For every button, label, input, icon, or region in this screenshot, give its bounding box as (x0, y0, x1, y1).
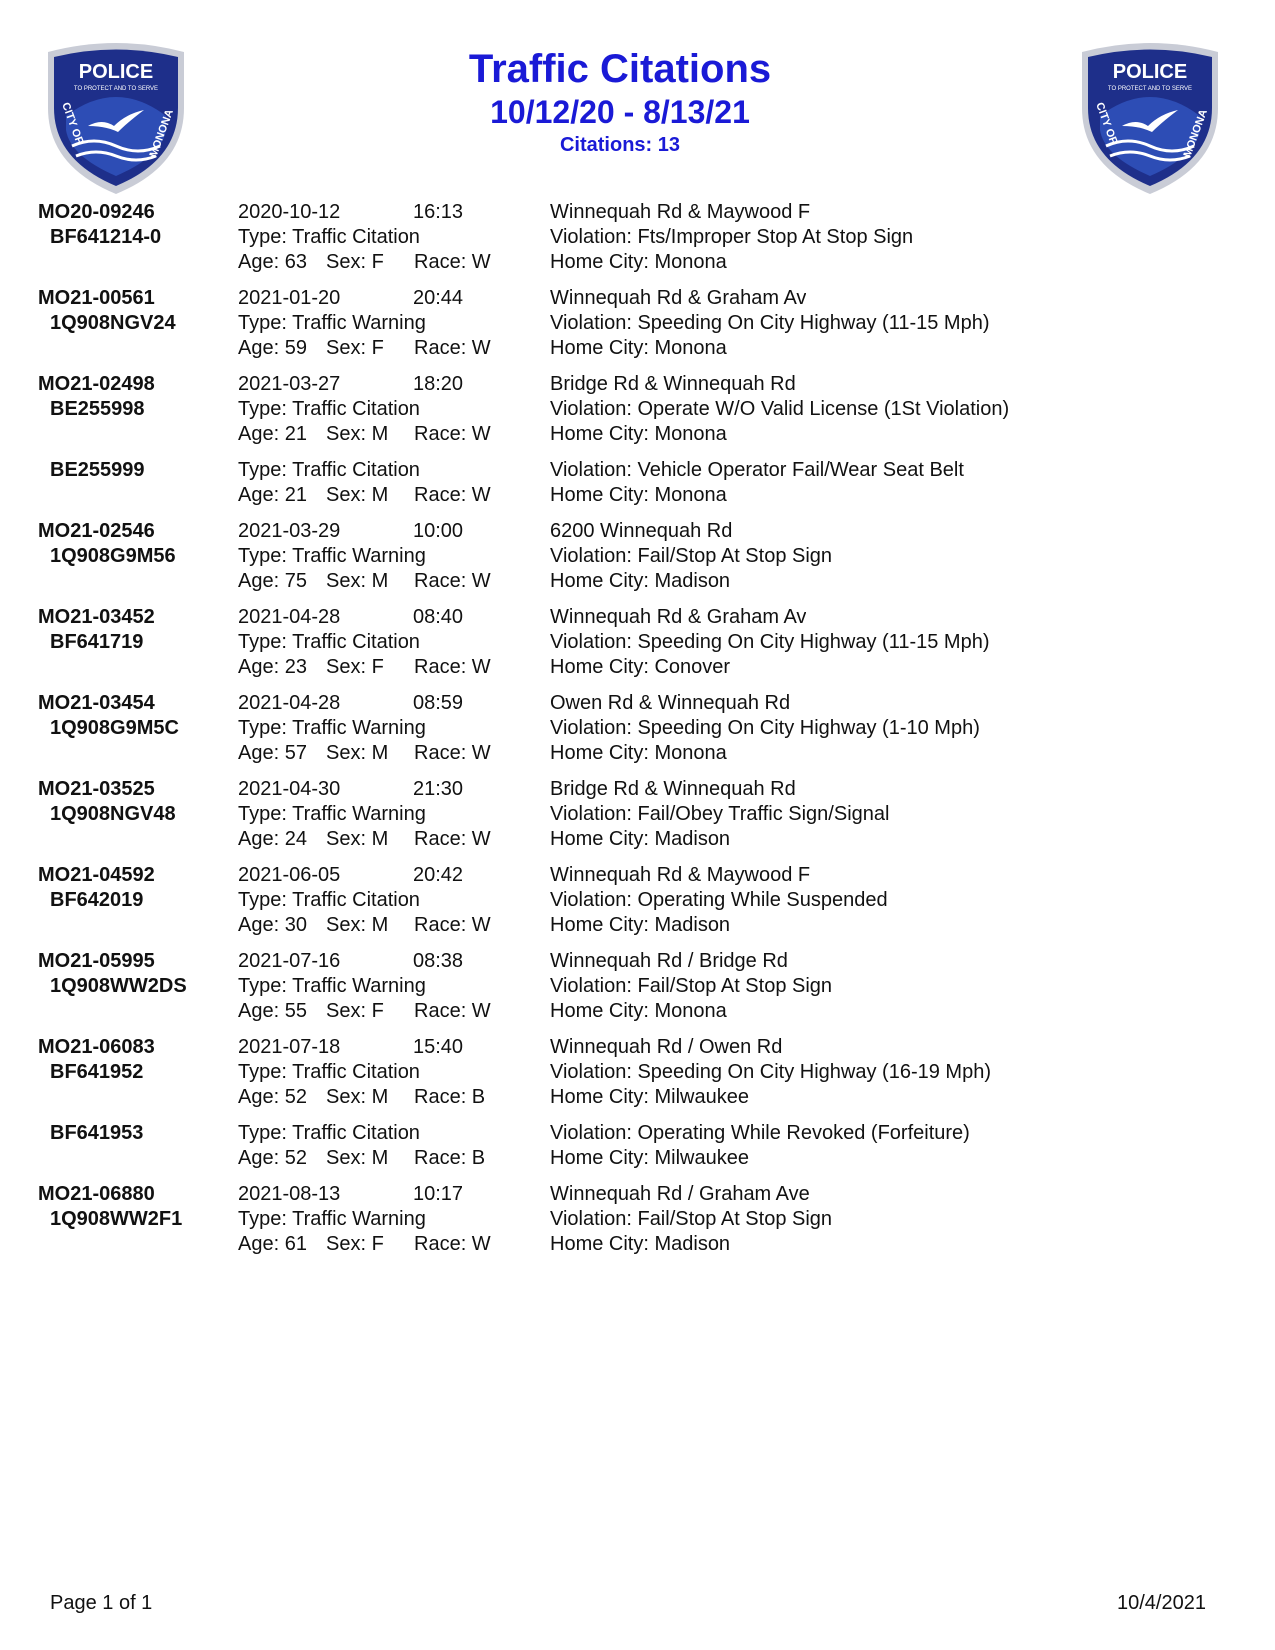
violation-description: Violation: Operate W/O Valid License (1St Violation) (550, 398, 1010, 420)
incident-date: 2021-07-18 (238, 1036, 341, 1058)
home-city: Home City: Monona (550, 742, 727, 764)
driver-race: Race: W (414, 656, 491, 678)
driver-age: Age: 30 (238, 914, 307, 936)
record-details (238, 286, 538, 361)
citation-record (0, 691, 1275, 766)
record-violation-info (550, 1121, 1270, 1171)
incident-date: 2021-04-28 (238, 692, 341, 714)
incident-date: 2021-01-20 (238, 287, 341, 309)
record-details (238, 691, 538, 766)
case-number: MO21-03454 (38, 692, 155, 714)
report-title: Traffic Citations (468, 47, 772, 91)
citation-number: 1Q908WW2DS (50, 975, 187, 997)
badge-city-of-text: CITY OF (59, 100, 86, 146)
driver-age: Age: 52 (238, 1147, 307, 1169)
driver-sex: Sex: M (326, 423, 389, 445)
incident-location: Winnequah Rd / Graham Ave (550, 1183, 810, 1205)
incident-time: 10:00 (413, 520, 464, 542)
badge-city-of-text: CITY OF (1093, 100, 1120, 146)
citation-record (0, 1182, 1275, 1257)
incident-time: 08:59 (413, 692, 464, 714)
demographics-line (238, 741, 538, 766)
driver-age: Age: 23 (238, 656, 307, 678)
driver-age: Age: 24 (238, 828, 307, 850)
citation-type: Type: Traffic Citation (238, 226, 420, 248)
record-violation-info (550, 863, 1270, 938)
record-violation-info (550, 1182, 1270, 1257)
driver-sex: Sex: F (326, 1233, 384, 1255)
incident-location: Winnequah Rd / Bridge Rd (550, 950, 788, 972)
date-time-line (238, 1035, 538, 1060)
driver-sex: Sex: M (326, 1147, 389, 1169)
citation-type: Type: Traffic Citation (238, 1122, 420, 1144)
incident-location: Winnequah Rd & Graham Av (550, 287, 807, 309)
home-city: Home City: Madison (550, 828, 731, 850)
date-range: 10/12/20 - 8/13/21 (490, 94, 750, 130)
citation-record (0, 1035, 1275, 1110)
driver-age: Age: 55 (238, 1000, 307, 1022)
record-ids (38, 1121, 228, 1146)
violation-description: Violation: Fail/Stop At Stop Sign (550, 975, 833, 997)
driver-sex: Sex: F (326, 251, 384, 273)
driver-race: Race: W (414, 337, 491, 359)
incident-date: 2021-03-29 (238, 520, 341, 542)
badge-police-text: POLICE (1112, 61, 1188, 83)
location-line (550, 286, 1270, 311)
badge-police-text: POLICE (78, 61, 154, 83)
violation-description: Violation: Operating While Revoked (Forfeiture) (550, 1122, 970, 1144)
record-ids (38, 372, 228, 422)
violation-description: Violation: Fail/Stop At Stop Sign (550, 545, 833, 567)
incident-location: Bridge Rd & Winnequah Rd (550, 373, 796, 395)
badge-monona-text: MONONA (1181, 107, 1210, 160)
driver-race: Race: W (414, 1233, 491, 1255)
demographics-line (238, 655, 538, 680)
demographics-line (238, 827, 538, 852)
violation-description: Violation: Speeding On City Highway (16-19 Mph) (550, 1061, 991, 1083)
home-city: Home City: Milwaukee (550, 1086, 749, 1108)
page-number: Page 1 of 1 (50, 1592, 153, 1614)
driver-sex: Sex: M (326, 570, 389, 592)
incident-date: 2021-07-16 (238, 950, 341, 972)
violation-description: Violation: Fail/Obey Traffic Sign/Signal (550, 803, 890, 825)
incident-time: 08:40 (413, 606, 464, 628)
incident-time: 20:44 (413, 287, 464, 309)
citation-record (0, 777, 1275, 852)
record-ids (38, 519, 228, 569)
record-details (238, 777, 538, 852)
driver-race: Race: W (414, 828, 491, 850)
record-violation-info (550, 777, 1270, 852)
citation-number: 1Q908G9M56 (50, 545, 176, 567)
citation-type: Type: Traffic Citation (238, 889, 420, 911)
location-line (550, 605, 1270, 630)
driver-age: Age: 59 (238, 337, 307, 359)
citation-number: BF641952 (50, 1061, 144, 1083)
incident-date: 2021-04-28 (238, 606, 341, 628)
record-details (238, 863, 538, 938)
citation-type: Type: Traffic Citation (238, 398, 420, 420)
citation-type: Type: Traffic Warning (238, 312, 426, 334)
citation-record (0, 605, 1275, 680)
driver-sex: Sex: M (326, 742, 389, 764)
record-violation-info (550, 519, 1270, 594)
record-details (238, 200, 538, 275)
location-line (550, 777, 1270, 802)
badge-motto-text: TO PROTECT AND TO SERVE (1107, 86, 1193, 92)
location-line (550, 949, 1270, 974)
incident-time: 15:40 (413, 1036, 464, 1058)
demographics-line (238, 422, 538, 447)
demographics-line (238, 336, 538, 361)
citation-type: Type: Traffic Warning (238, 803, 426, 825)
incident-date: 2021-03-27 (238, 373, 341, 395)
location-line (550, 519, 1270, 544)
case-number: MO21-05995 (38, 950, 155, 972)
case-number: MO21-03452 (38, 606, 155, 628)
report-date: 10/4/2021 (1117, 1592, 1206, 1614)
date-time-line (238, 691, 538, 716)
date-time-line (238, 200, 538, 225)
driver-race: Race: W (414, 914, 491, 936)
citation-record (0, 949, 1275, 1024)
driver-race: Race: W (414, 484, 491, 506)
location-line (550, 1035, 1270, 1060)
citation-type: Type: Traffic Citation (238, 1061, 420, 1083)
date-time-line (238, 1182, 538, 1207)
driver-age: Age: 52 (238, 1086, 307, 1108)
home-city: Home City: Monona (550, 484, 727, 506)
record-ids (38, 691, 228, 741)
incident-time: 10:17 (413, 1183, 464, 1205)
citation-type: Type: Traffic Citation (238, 459, 420, 481)
incident-time: 16:13 (413, 201, 464, 223)
demographics-line (238, 1085, 538, 1110)
home-city: Home City: Monona (550, 251, 727, 273)
citation-type: Type: Traffic Warning (238, 545, 426, 567)
record-ids (38, 1035, 228, 1085)
driver-sex: Sex: F (326, 1000, 384, 1022)
driver-age: Age: 21 (238, 484, 307, 506)
citation-number: 1Q908WW2F1 (50, 1208, 183, 1230)
location-line (550, 863, 1270, 888)
record-details (238, 458, 538, 508)
citation-record (0, 372, 1275, 447)
incident-location: Winnequah Rd & Graham Av (550, 606, 807, 628)
home-city: Home City: Monona (550, 423, 727, 445)
incident-location: Winnequah Rd / Owen Rd (550, 1036, 783, 1058)
record-ids (38, 286, 228, 336)
police-badge-logo-left (36, 38, 196, 198)
violation-description: Violation: Vehicle Operator Fail/Wear Seat Belt (550, 459, 964, 481)
home-city: Home City: Madison (550, 570, 731, 592)
driver-race: Race: B (414, 1086, 486, 1108)
citation-number: 1Q908NGV24 (50, 312, 176, 334)
incident-date: 2021-04-30 (238, 778, 341, 800)
violation-description: Violation: Speeding On City Highway (11-15 Mph) (550, 312, 990, 334)
incident-date: 2021-06-05 (238, 864, 341, 886)
home-city: Home City: Madison (550, 1233, 731, 1255)
case-number: MO21-06083 (38, 1036, 155, 1058)
citation-record (0, 519, 1275, 594)
home-city: Home City: Monona (550, 1000, 727, 1022)
date-time-line (238, 286, 538, 311)
driver-sex: Sex: M (326, 484, 389, 506)
citation-number: BF641953 (50, 1122, 144, 1144)
record-details (238, 605, 538, 680)
driver-age: Age: 75 (238, 570, 307, 592)
demographics-line (238, 483, 538, 508)
record-violation-info (550, 458, 1270, 508)
record-violation-info (550, 200, 1270, 275)
violation-description: Violation: Speeding On City Highway (1-10 Mph) (550, 717, 980, 739)
police-badge-logo-right (1070, 38, 1230, 198)
citation-record (0, 286, 1275, 361)
driver-race: Race: W (414, 1000, 491, 1022)
incident-location: Winnequah Rd & Maywood F (550, 864, 811, 886)
violation-description: Violation: Fts/Improper Stop At Stop Sign (550, 226, 914, 248)
home-city: Home City: Milwaukee (550, 1147, 749, 1169)
record-details (238, 519, 538, 594)
case-number: MO21-03525 (38, 778, 155, 800)
record-violation-info (550, 372, 1270, 447)
record-ids (38, 777, 228, 827)
incident-location: Winnequah Rd & Maywood F (550, 201, 811, 223)
demographics-line (238, 999, 538, 1024)
demographics-line (238, 1146, 538, 1171)
record-details (238, 372, 538, 447)
citation-record (0, 1121, 1275, 1171)
citation-number: 1Q908G9M5C (50, 717, 179, 739)
incident-location: Owen Rd & Winnequah Rd (550, 692, 791, 714)
record-ids (38, 458, 228, 483)
location-line (550, 1182, 1270, 1207)
location-line (550, 200, 1270, 225)
case-number: MO21-02498 (38, 373, 155, 395)
driver-race: Race: B (414, 1147, 486, 1169)
citation-record (0, 458, 1275, 508)
case-number: MO21-00561 (38, 287, 155, 309)
citation-number: BE255998 (50, 398, 145, 420)
date-time-line (238, 863, 538, 888)
location-line (550, 691, 1270, 716)
home-city: Home City: Madison (550, 914, 731, 936)
citation-number: BF641719 (50, 631, 144, 653)
record-details (238, 1121, 538, 1171)
demographics-line (238, 1232, 538, 1257)
driver-sex: Sex: M (326, 914, 389, 936)
incident-time: 20:42 (413, 864, 464, 886)
driver-race: Race: W (414, 251, 491, 273)
driver-age: Age: 21 (238, 423, 307, 445)
driver-sex: Sex: F (326, 337, 384, 359)
record-ids (38, 949, 228, 999)
citation-record (0, 200, 1275, 275)
citation-number: BE255999 (50, 459, 145, 481)
report-header (380, 46, 860, 158)
record-details (238, 1035, 538, 1110)
driver-age: Age: 63 (238, 251, 307, 273)
citation-number: BF641214-0 (50, 226, 162, 248)
record-violation-info (550, 286, 1270, 361)
record-violation-info (550, 691, 1270, 766)
date-time-line (238, 519, 538, 544)
badge-monona-text: MONONA (147, 107, 176, 160)
record-ids (38, 605, 228, 655)
incident-time: 08:38 (413, 950, 464, 972)
date-time-line (238, 949, 538, 974)
driver-sex: Sex: M (326, 1086, 389, 1108)
citation-type: Type: Traffic Warning (238, 975, 426, 997)
badge-motto-text: TO PROTECT AND TO SERVE (73, 86, 159, 92)
citation-records-list (0, 200, 1275, 1268)
case-number: MO21-06880 (38, 1183, 155, 1205)
record-violation-info (550, 1035, 1270, 1110)
record-ids (38, 863, 228, 913)
citation-type: Type: Traffic Citation (238, 631, 420, 653)
incident-location: Bridge Rd & Winnequah Rd (550, 778, 796, 800)
citation-number: BF642019 (50, 889, 144, 911)
record-violation-info (550, 949, 1270, 1024)
driver-age: Age: 61 (238, 1233, 307, 1255)
demographics-line (238, 569, 538, 594)
date-time-line (238, 372, 538, 397)
demographics-line (238, 250, 538, 275)
incident-date: 2021-08-13 (238, 1183, 341, 1205)
date-time-line (238, 777, 538, 802)
citation-type: Type: Traffic Warning (238, 717, 426, 739)
incident-date: 2020-10-12 (238, 201, 341, 223)
incident-location: 6200 Winnequah Rd (550, 520, 733, 542)
violation-description: Violation: Fail/Stop At Stop Sign (550, 1208, 833, 1230)
citation-record (0, 863, 1275, 938)
case-number: MO20-09246 (38, 201, 155, 223)
case-number: MO21-04592 (38, 864, 155, 886)
home-city: Home City: Conover (550, 656, 731, 678)
record-ids (38, 200, 228, 250)
citation-count: Citations: 13 (559, 134, 681, 156)
driver-race: Race: W (414, 570, 491, 592)
record-details (238, 949, 538, 1024)
record-details (238, 1182, 538, 1257)
location-line (550, 372, 1270, 397)
driver-age: Age: 57 (238, 742, 307, 764)
driver-race: Race: W (414, 742, 491, 764)
date-time-line (238, 605, 538, 630)
citation-number: 1Q908NGV48 (50, 803, 176, 825)
violation-description: Violation: Speeding On City Highway (11-15 Mph) (550, 631, 990, 653)
driver-race: Race: W (414, 423, 491, 445)
driver-sex: Sex: F (326, 656, 384, 678)
driver-sex: Sex: M (326, 828, 389, 850)
citation-type: Type: Traffic Warning (238, 1208, 426, 1230)
record-violation-info (550, 605, 1270, 680)
demographics-line (238, 913, 538, 938)
incident-time: 18:20 (413, 373, 464, 395)
incident-time: 21:30 (413, 778, 464, 800)
case-number: MO21-02546 (38, 520, 155, 542)
record-ids (38, 1182, 228, 1232)
home-city: Home City: Monona (550, 337, 727, 359)
violation-description: Violation: Operating While Suspended (550, 889, 888, 911)
